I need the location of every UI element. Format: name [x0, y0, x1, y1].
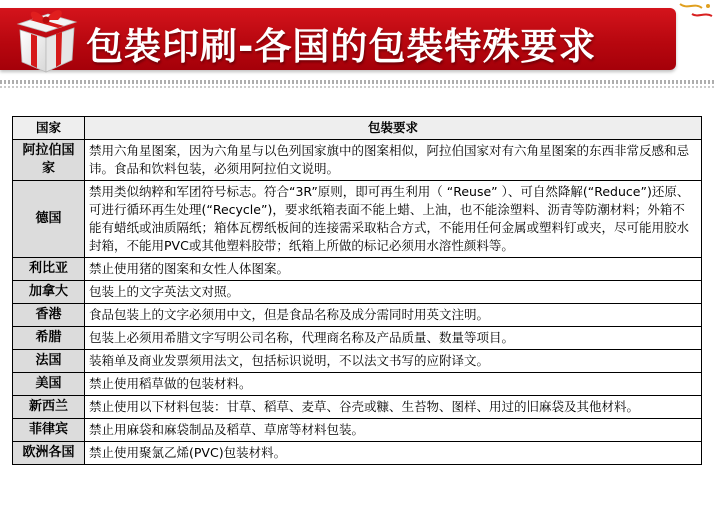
- divider-line: [0, 80, 714, 84]
- country-cell: 阿拉伯国家: [13, 140, 85, 181]
- requirement-cell: 装箱单及商业发票须用法文，包括标识说明，不以法文书写的应附译文。: [85, 350, 702, 373]
- country-cell: 德国: [13, 181, 85, 258]
- requirement-cell: 禁用类似纳粹和军团符号标志。符合“3R”原则，即可再生利用（ “Reuse” ）、可自然降解(“Reduce”)还原、可进行循环再生处理(“Recycle”)，要求纸箱表面不能上蜡、上油，也不能涂塑料、沥青等防潮材料；外箱不能有蜡纸或油质隔纸；箱体瓦楞纸板间的连接需采取粘合方式，不能用任何金属或塑料钉或夹，尽可能用胶水封箱，不能用PVC或其他塑料胶带；纸箱上所做的标记必须用水溶性颜料等。: [85, 181, 702, 258]
- table-row: [13, 281, 702, 304]
- requirement-cell: 禁止用麻袋和麻袋制品及稻草、草席等材料包装。: [85, 419, 702, 442]
- country-cell: 欧洲各国: [13, 442, 85, 465]
- country-cell: 加拿大: [13, 281, 85, 304]
- country-cell: 菲律宾: [13, 419, 85, 442]
- column-header-requirement: 包裝要求: [85, 117, 702, 140]
- column-header-country: 国家: [13, 117, 85, 140]
- packaging-requirements-table: [12, 116, 702, 465]
- requirement-cell: 包装上必须用希腊文字写明公司名称，代理商名称及产品质量、数量等项目。: [85, 327, 702, 350]
- table-row: [13, 258, 702, 281]
- table-row: [13, 327, 702, 350]
- requirement-cell: 禁止使用以下材料包装：甘草、稻草、麦草、谷壳或糠、生苔物、图样、用过的旧麻袋及其他材料。: [85, 396, 702, 419]
- table-row: [13, 304, 702, 327]
- country-cell: 法国: [13, 350, 85, 373]
- page-title: 包裝印刷-各国的包裝特殊要求: [86, 25, 597, 68]
- title-banner: [0, 8, 676, 70]
- corner-decoration-icon: [674, 0, 714, 30]
- table-row: [13, 396, 702, 419]
- requirement-cell: 禁止使用稻草做的包装材料。: [85, 373, 702, 396]
- table-row: [13, 419, 702, 442]
- table-row: [13, 350, 702, 373]
- requirement-cell: 禁止使用聚氯乙烯(PVC)包装材料。: [85, 442, 702, 465]
- requirement-cell: 食品包装上的文字必须用中文，但是食品名称及成分需同时用英文注明。: [85, 304, 702, 327]
- country-cell: 新西兰: [13, 396, 85, 419]
- requirement-cell: 包装上的文字英法文对照。: [85, 281, 702, 304]
- table-row: [13, 373, 702, 396]
- country-cell: 香港: [13, 304, 85, 327]
- requirement-cell: 禁止使用猪的图案和女性人体图案。: [85, 258, 702, 281]
- table-row: [13, 442, 702, 465]
- country-cell: 希腊: [13, 327, 85, 350]
- divider-line-secondary: [0, 86, 714, 88]
- table-row: [13, 140, 702, 181]
- requirement-cell: 禁用六角星图案，因为六角星与以色列国家旗中的图案相似，阿拉伯国家对有六角星图案的东西非常反感和忌讳。食品和饮料包装，必须用阿拉伯文说明。: [85, 140, 702, 181]
- table-row: [13, 181, 702, 258]
- gift-box-icon: [12, 2, 82, 76]
- country-cell: 美国: [13, 373, 85, 396]
- country-cell: 利比亚: [13, 258, 85, 281]
- table-header-row: [13, 117, 702, 140]
